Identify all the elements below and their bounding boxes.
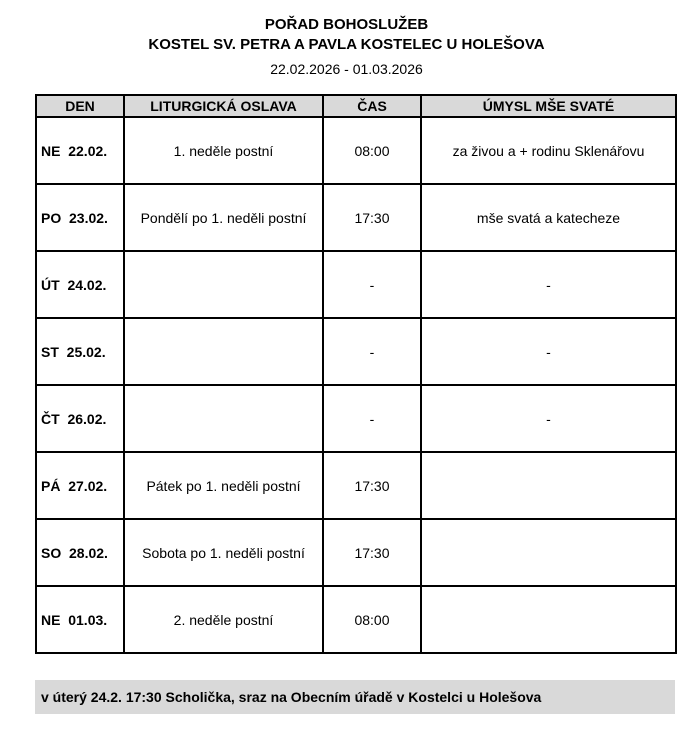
footer-note: v úterý 24.2. 17:30 Scholička, sraz na Obecním úřadě v Kostelci u Holešova (35, 680, 675, 714)
celebration-cell (124, 318, 323, 385)
intention-cell: - (421, 385, 676, 452)
table-row (36, 117, 676, 184)
intention-cell: za živou a + rodinu Sklenářovu (421, 117, 676, 184)
day-cell: SO 28.02. (36, 519, 124, 586)
time-cell: 17:30 (323, 519, 421, 586)
day-cell: NE 22.02. (36, 117, 124, 184)
table-row (36, 586, 676, 653)
table-row (36, 385, 676, 452)
celebration-cell: Pátek po 1. neděli postní (124, 452, 323, 519)
column-header-cas: ČAS (323, 95, 421, 117)
time-cell: 17:30 (323, 452, 421, 519)
time-cell: 08:00 (323, 586, 421, 653)
day-cell: ČT 26.02. (36, 385, 124, 452)
table-row (36, 519, 676, 586)
day-cell: ST 25.02. (36, 318, 124, 385)
table-row (36, 452, 676, 519)
column-header-umysl: ÚMYSL MŠE SVATÉ (421, 95, 676, 117)
schedule-table (35, 94, 677, 654)
celebration-cell: 2. neděle postní (124, 586, 323, 653)
day-cell: PÁ 27.02. (36, 452, 124, 519)
celebration-cell: 1. neděle postní (124, 117, 323, 184)
celebration-cell (124, 251, 323, 318)
time-cell: 08:00 (323, 117, 421, 184)
document-subtitle: KOSTEL SV. PETRA A PAVLA KOSTELEC U HOLEŠOVA (148, 36, 545, 54)
day-cell: PO 23.02. (36, 184, 124, 251)
table-row (36, 184, 676, 251)
document-header (0, 15, 693, 78)
time-cell: - (323, 318, 421, 385)
document-title: POŘAD BOHOSLUŽEB (264, 16, 429, 33)
column-header-oslava: LITURGICKÁ OSLAVA (124, 95, 323, 117)
celebration-cell: Sobota po 1. neděli postní (124, 519, 323, 586)
intention-cell: - (421, 251, 676, 318)
table-row (36, 251, 676, 318)
time-cell: - (323, 251, 421, 318)
table-header-row (36, 95, 676, 117)
time-cell: - (323, 385, 421, 452)
day-cell: NE 01.03. (36, 586, 124, 653)
time-cell: 17:30 (323, 184, 421, 251)
intention-cell (421, 586, 676, 653)
column-header-den: DEN (36, 95, 124, 117)
celebration-cell (124, 385, 323, 452)
table-row (36, 318, 676, 385)
intention-cell: - (421, 318, 676, 385)
intention-cell (421, 452, 676, 519)
celebration-cell: Pondělí po 1. neděli postní (124, 184, 323, 251)
intention-cell (421, 519, 676, 586)
day-cell: ÚT 24.02. (36, 251, 124, 318)
intention-cell: mše svatá a katecheze (421, 184, 676, 251)
document-date-range: 22.02.2026 - 01.03.2026 (270, 60, 423, 77)
